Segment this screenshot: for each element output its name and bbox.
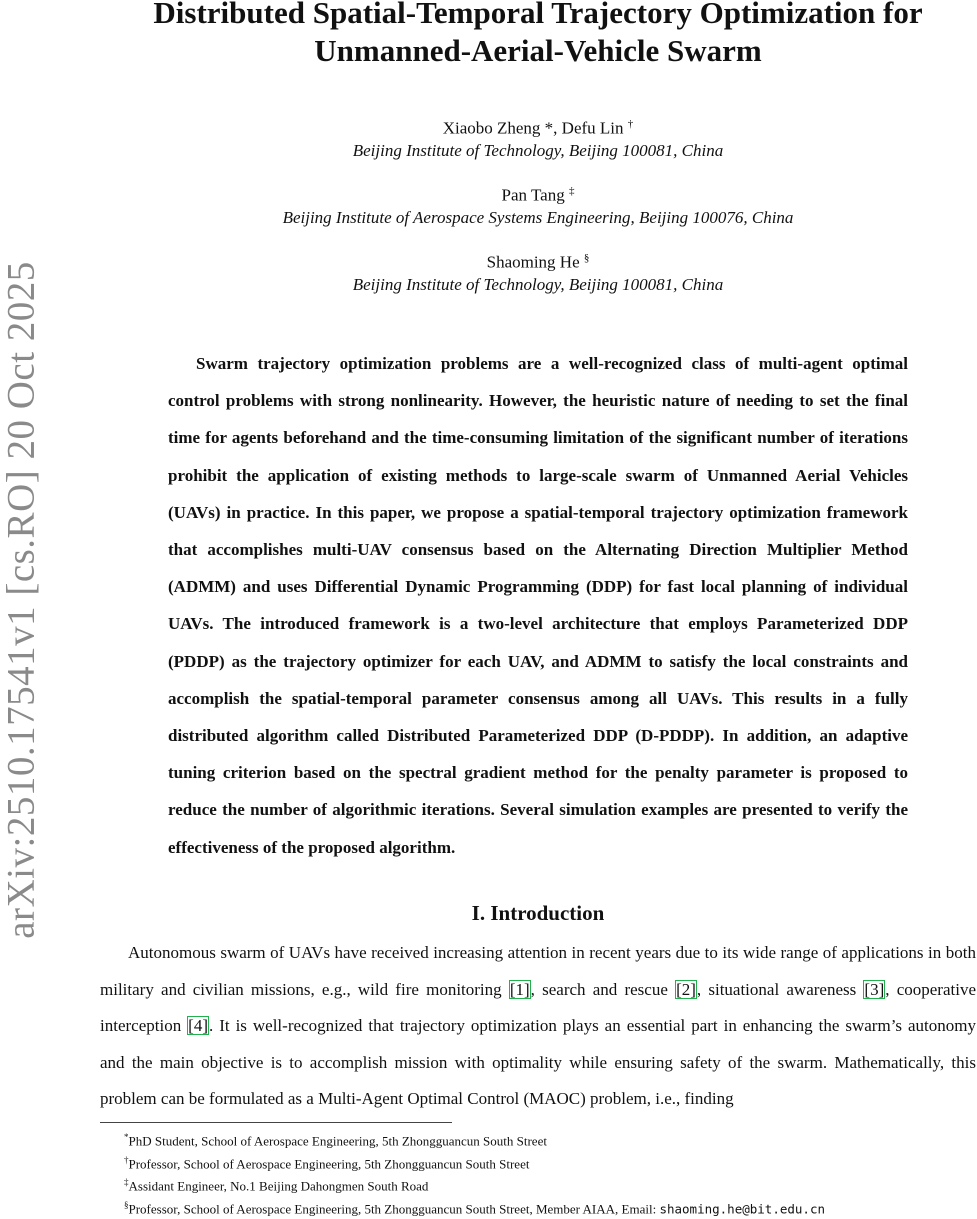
author-names: Shaoming He bbox=[486, 252, 580, 272]
abstract: Swarm trajectory optimization problems are a well-recognized class of multi-agent optimal control problems with strong nonlinearity. However, the heuristic nature of needing to set the final time for agents beforehand and the time-consuming limitation of the significant number of iterations prohibit the application of existing methods to large-scale swarm of Unmanned Aerial Vehicles (UAVs) in practice. In this paper, we propose a spatial-temporal trajectory optimization framework that accomplishes multi-UAV consensus based on the Alternating Direction Multiplier Method (ADMM) and uses Differential Dynamic Programming (DDP) for fast local planning of individual UAVs. The introduced framework is a two-level architecture that employs Parameterized DDP (PDDP) as the trajectory optimizer for each UAV, and ADMM to satisfy the local constraints and accomplish the spatial-temporal parameter consensus among all UAVs. This results in a fully distributed algorithm called Distributed Parameterized DDP (D-PDDP). In addition, an adaptive tuning criterion based on the spectral gradient method for the penalty parameter is proposed to reduce the number of algorithmic iterations. Several simulation examples are presented to verify the effectiveness of the proposed algorithm. bbox=[168, 354, 908, 857]
author-mark: ‡ bbox=[568, 185, 575, 197]
intro-text: . It is well-recognized that trajectory optimization plays an essential part in enhancing the swarm’s autonomy and the main objective is to accomplish mission with optimality while ensuring safety of the swarm. Mathematically, this problem can be formulated as a Multi-Agent Optimal Control (MAOC) problem, i.e., finding bbox=[100, 1016, 976, 1108]
footnote-mark: § bbox=[124, 1199, 129, 1210]
footnote-mark: * bbox=[124, 1132, 129, 1142]
paper-title bbox=[100, 0, 976, 70]
footnote-divider bbox=[100, 1122, 452, 1123]
footnotes bbox=[124, 1128, 976, 1219]
citation-link[interactable]: [4] bbox=[188, 1016, 208, 1035]
citation-link[interactable]: [2] bbox=[676, 979, 696, 999]
footnote bbox=[124, 1173, 976, 1196]
footnote-text: PhD Student, School of Aerospace Engineering, 5th Zhongguancun South Street bbox=[128, 1133, 547, 1149]
footnote-text: Assidant Engineer, No.1 Beijing Dahongmen South Road bbox=[128, 1178, 429, 1194]
author-affiliation: Beijing Institute of Technology, Beijing 100081, China bbox=[352, 140, 724, 160]
footnote bbox=[124, 1196, 976, 1219]
footnote-mark: ‡ bbox=[124, 1177, 129, 1188]
author-mark: § bbox=[583, 252, 590, 264]
title-line-2: Unmanned-Aerial-Vehicle Swarm bbox=[314, 33, 762, 68]
author-names: Xiaobo Zheng *, Defu Lin bbox=[442, 118, 624, 138]
author-email[interactable]: shaoming.he@bit.edu.cn bbox=[659, 1201, 826, 1217]
intro-text: , cooperative interception bbox=[100, 979, 976, 1035]
arxiv-identifier: arXiv:2510.17541v1 [cs.RO] 20 Oct 2025 bbox=[0, 261, 43, 939]
author-block-1 bbox=[100, 113, 976, 162]
introduction-paragraph bbox=[100, 935, 976, 1118]
intro-text: , situational awareness bbox=[696, 979, 864, 999]
footnote bbox=[124, 1128, 976, 1151]
author-block-3 bbox=[100, 247, 976, 296]
author-affiliation: Beijing Institute of Technology, Beijing 100081, China bbox=[352, 274, 724, 294]
citation-link[interactable]: [3] bbox=[864, 979, 885, 999]
footnote-mark: † bbox=[124, 1154, 129, 1165]
author-mark: † bbox=[627, 118, 634, 130]
footnote bbox=[124, 1151, 976, 1174]
author-names: Pan Tang bbox=[501, 185, 565, 205]
footnote-text: Professor, School of Aerospace Engineering, 5th Zhongguancun South Street, Member AIAA, Email: bbox=[128, 1201, 660, 1217]
author-block-2 bbox=[100, 180, 976, 229]
author-affiliation: Beijing Institute of Aerospace Systems Engineering, Beijing 100076, China bbox=[282, 207, 794, 227]
footnote-text: Professor, School of Aerospace Engineering, 5th Zhongguancun South Street bbox=[128, 1155, 530, 1171]
citation-link[interactable]: [1] bbox=[509, 979, 530, 999]
section-heading: I. Introduction bbox=[471, 901, 605, 925]
intro-text: , search and rescue bbox=[530, 979, 676, 999]
title-line-1: Distributed Spatial-Temporal Trajectory Optimization for bbox=[153, 0, 923, 30]
intro-text: Autonomous swarm of UAVs have received increasing attention in recent years due to its wide range of applications in both military and civilian missions, e.g., wild fire monitoring bbox=[100, 943, 976, 999]
